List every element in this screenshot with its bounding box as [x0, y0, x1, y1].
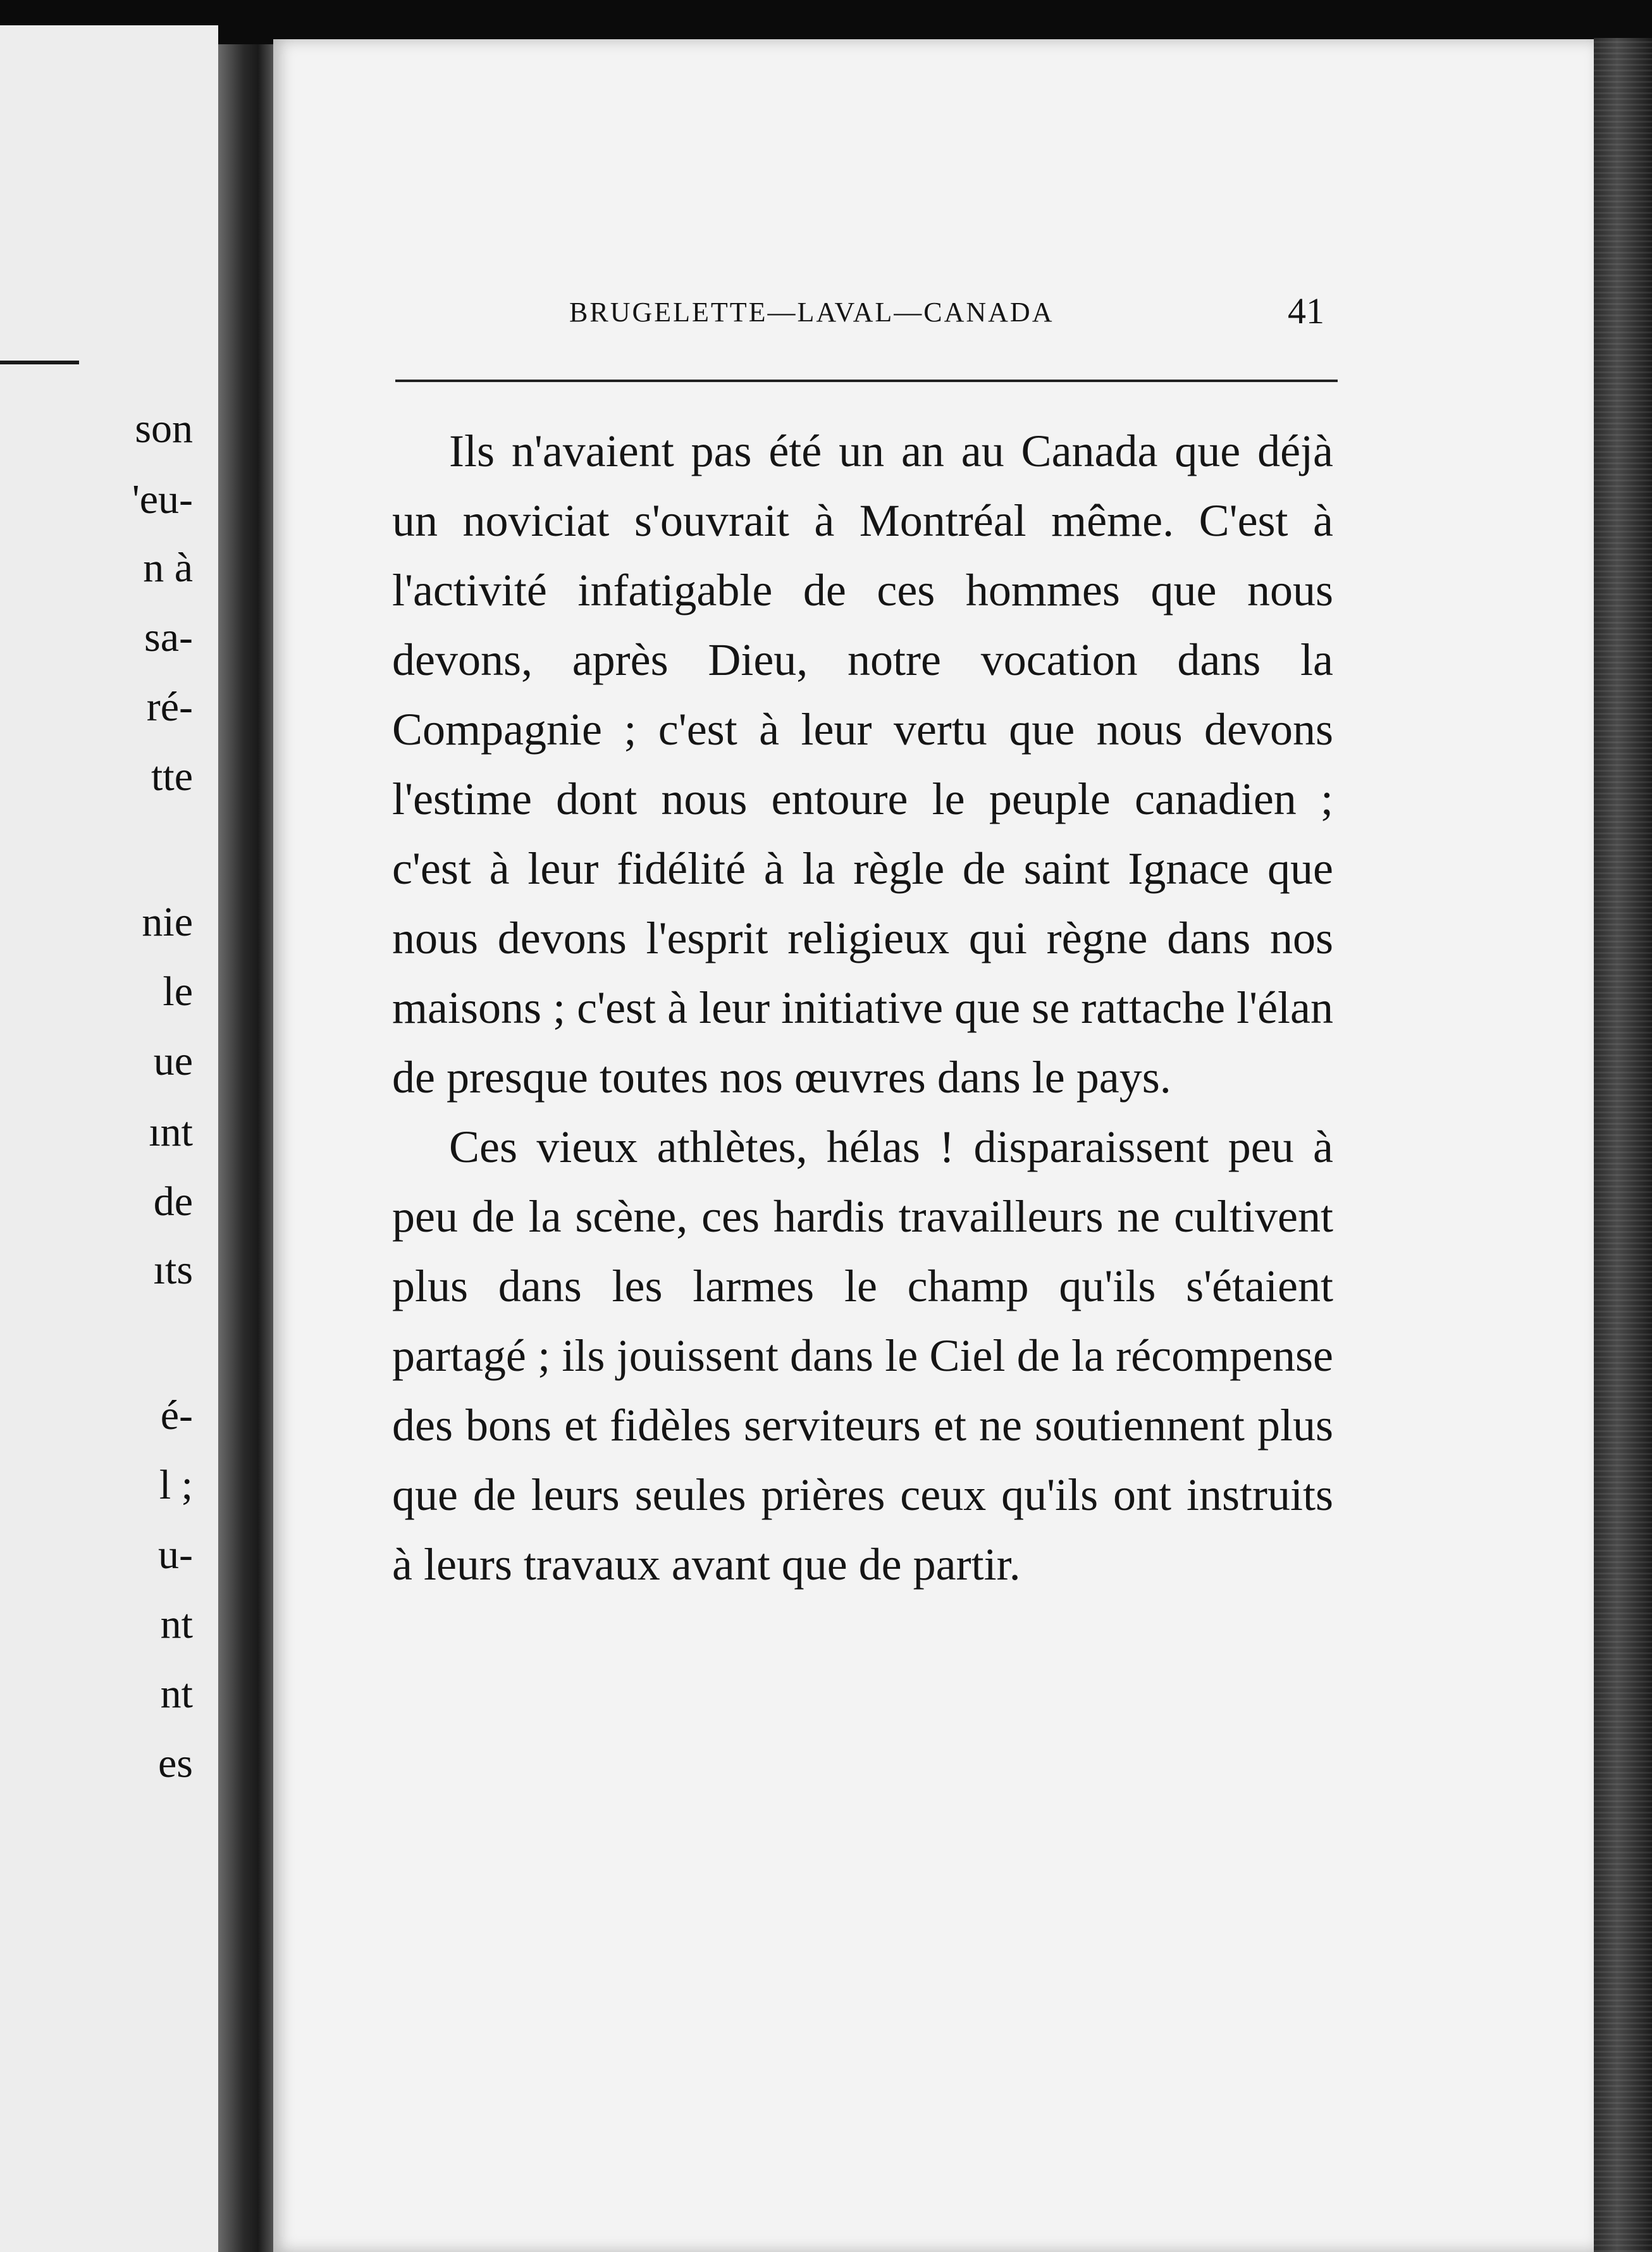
facing-page-left: [0, 25, 218, 2252]
header-rule: [395, 380, 1338, 382]
facing-page-fragment: son: [135, 405, 193, 452]
body-text: [392, 416, 1333, 1599]
facing-page-fragment: le: [163, 968, 193, 1015]
facing-page-fragment: l ;: [159, 1462, 193, 1508]
facing-page-rule: [0, 361, 79, 364]
facing-page-fragment: nt: [160, 1601, 193, 1647]
facing-page-fragment: ue: [153, 1038, 193, 1084]
facing-page-fragment: ré-: [146, 684, 193, 730]
facing-page-fragment: sa-: [144, 614, 193, 660]
book-gutter: [218, 44, 275, 2252]
facing-page-fragment: u-: [158, 1531, 193, 1578]
scan-top-border: [0, 0, 1652, 44]
facing-page-fragment: ıts: [153, 1247, 193, 1293]
facing-page-fragment: ınt: [149, 1109, 193, 1155]
paragraph: Ils n'avaient pas été un an au Canada que déjà un noviciat s'ouvrait à Montréal même. C'est à l'activité infatigable de ces hommes que nous devons, après Dieu, notre vocation dans la Compagnie ; c'est à leur vertu que nous devons l'estime dont nous entoure le peuple canadien ; c'est à leur fidélité à la règle de saint Ignace que nous devons l'esprit religieux qui règne dans nos maisons ; c'est à leur initiative que se rattache l'élan de presque toutes nos œuvres dans le pays.: [392, 426, 1333, 1103]
facing-page-fragment: nie: [142, 899, 193, 945]
facing-page-fragment: 'eu-: [132, 476, 193, 523]
page-edge-right: [1594, 38, 1652, 2252]
running-head: BRUGELETTE—LAVAL—CANADA: [569, 297, 1054, 328]
paragraph: Ces vieux athlètes, hélas ! disparaissent peu à peu de la scène, ces hardis travailleurs ne cultivent plus dans les larmes le champ qu'ils s'étaient partagé ; ils jouissent dans le Ciel de la récompense des bons et fidèles serviteurs et ne soutiennent plus que de leurs seules prières ceux qu'ils ont instruits à leurs travaux avant que de partir.: [392, 1122, 1333, 1590]
facing-page-fragment: de: [153, 1179, 193, 1225]
facing-page-fragment: es: [158, 1740, 193, 1786]
facing-page-fragment: nt: [160, 1671, 193, 1717]
facing-page-fragment: é-: [160, 1392, 193, 1438]
page-number: 41: [1288, 290, 1324, 331]
facing-page-fragment: tte: [151, 753, 193, 800]
facing-page-fragment: n à: [143, 545, 193, 591]
